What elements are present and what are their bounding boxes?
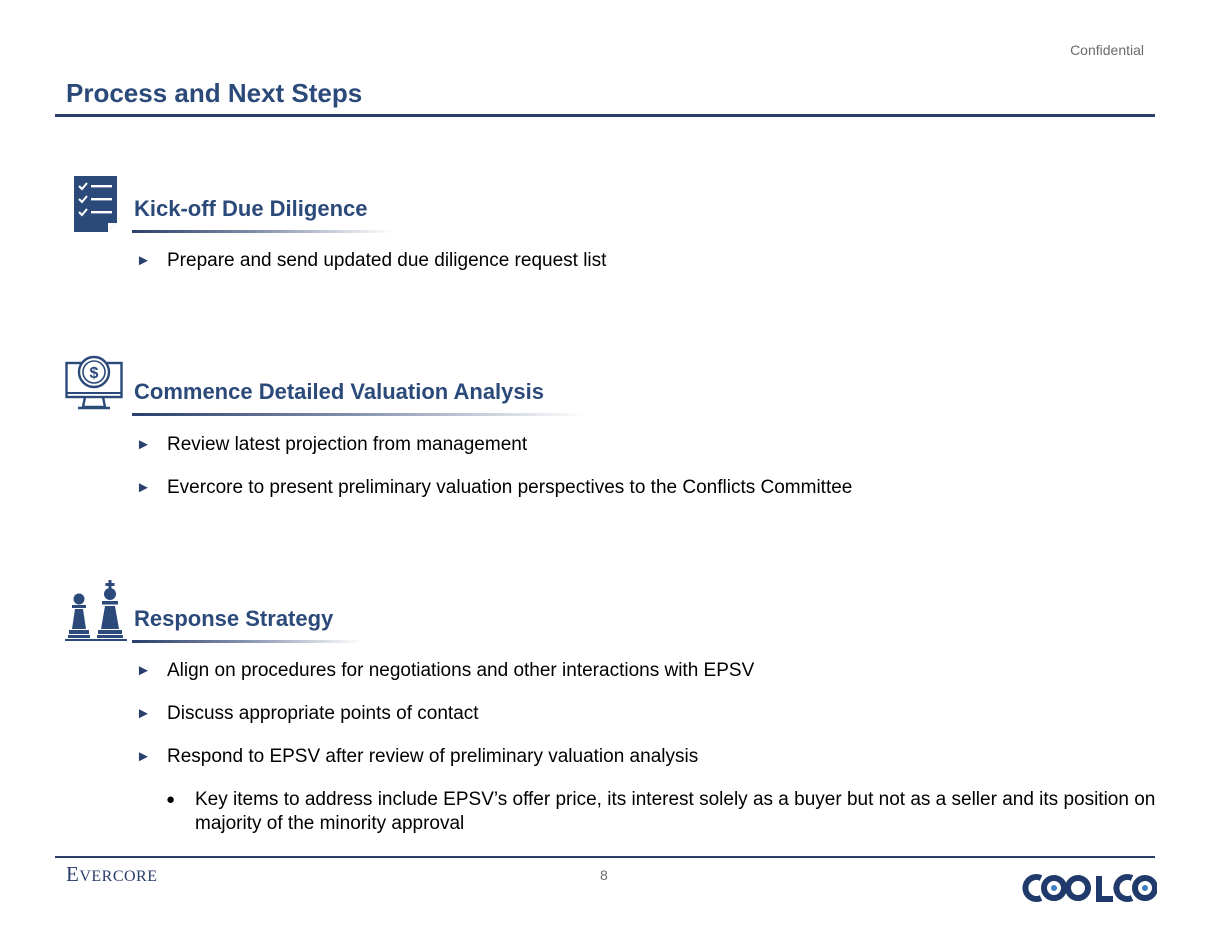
arrow-bullet-icon: ► [136, 662, 151, 679]
company-logo-icon [1020, 872, 1157, 904]
title-rule [55, 114, 1155, 117]
bullet-item: ► Respond to EPSV after review of preliminary valuation analysis [136, 746, 699, 767]
heading-rule [132, 413, 587, 416]
bullet-item: ► Discuss appropriate points of contact [136, 703, 479, 724]
svg-text:$: $ [89, 365, 99, 382]
bullet-item: ► Evercore to present preliminary valuation perspectives to the Conflicts Committee [136, 477, 853, 498]
chess-pieces-icon [65, 579, 127, 641]
arrow-bullet-icon: ► [136, 705, 151, 722]
bullet-item: ► Review latest projection from management [136, 434, 528, 455]
arrow-bullet-icon: ► [136, 748, 151, 765]
heading-rule [132, 230, 392, 233]
heading-rule [132, 640, 362, 643]
confidential-label: Confidential [1070, 42, 1144, 58]
monitor-dollar-icon [65, 354, 123, 412]
sub-bullet-item: ● Key items to address include EPSV’s offer price, its interest solely as a buyer but not as a seller and its position on majority of the minority approval [166, 789, 1156, 834]
footer-brand: EVERCORE [66, 862, 158, 886]
dot-bullet-icon: ● [166, 791, 176, 808]
section-heading-due-diligence: Kick-off Due Diligence [134, 196, 368, 221]
bullet-item: ► Prepare and send updated due diligence request list [136, 250, 607, 271]
bullet-item: ► Align on procedures for negotiations and other interactions with EPSV [136, 660, 755, 681]
arrow-bullet-icon: ► [136, 436, 151, 453]
arrow-bullet-icon: ► [136, 479, 151, 496]
footer-rule [55, 856, 1155, 858]
section-heading-response: Response Strategy [134, 606, 334, 631]
section-heading-valuation: Commence Detailed Valuation Analysis [134, 379, 544, 404]
page-title: Process and Next Steps [66, 78, 363, 108]
arrow-bullet-icon: ► [136, 252, 151, 269]
page-number: 8 [600, 867, 608, 883]
checklist-icon [73, 175, 118, 233]
